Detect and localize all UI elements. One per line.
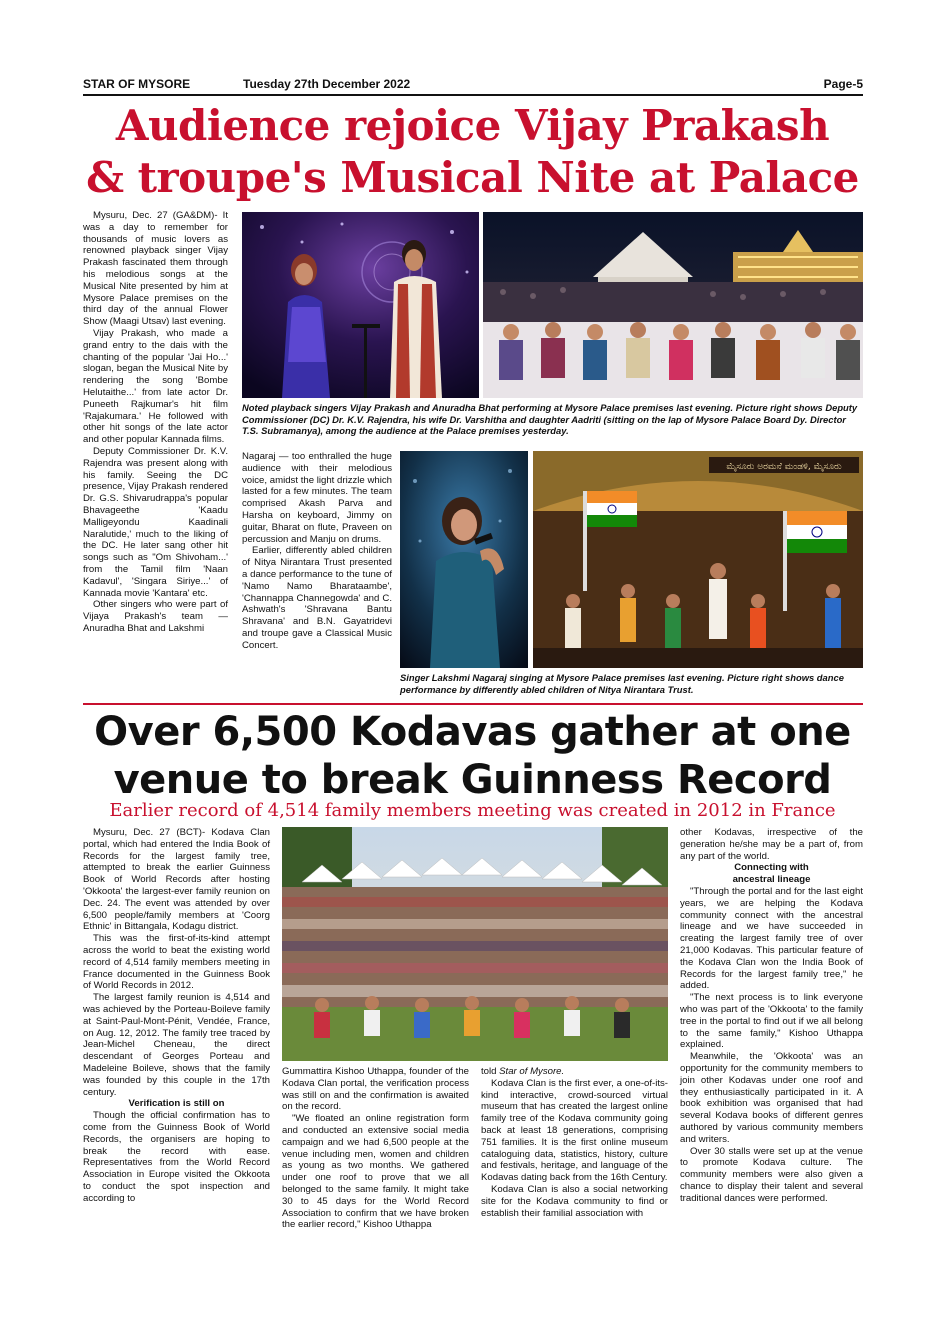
paragraph: Vijay Prakash, who made a grand entry to the dais with the chanting of the popular 'Jai Ho...' slogan, began the Musical Nite by rendering the song 'Bombe Helutaithe...' from late actor Dr. Puneeth Rajkumar's hit film 'Rajakumara.' He followed with other hit songs of the late actor and other popular Kannada films. <box>83 327 228 446</box>
page-number: Page-5 <box>823 77 863 91</box>
paragraph: Over 30 stalls were set up at the venue to promote Kodava culture. The community members were also given a chance to display their talent and several traditional dances were performed. <box>680 1145 863 1204</box>
story2-subheadline: Earlier record of 4,514 family members meeting was created in 2012 in France <box>109 800 836 821</box>
story2-headline <box>60 708 885 804</box>
paragraph: This was the first-of-its-kind attempt across the world to beat the existing world record of 4,514 family members meeting in France documented in the Guinness Book of World Records in 2012. <box>83 933 270 992</box>
photo-lakshmi-nagaraj-image <box>400 451 528 668</box>
photo-kodava-crowd-image <box>282 827 668 1061</box>
story2-headline-line2: venue to break Guinness Record <box>113 757 832 803</box>
told-text: told <box>481 1066 497 1077</box>
story1-headline <box>60 100 885 204</box>
photo-lakshmi-nagaraj <box>400 451 528 668</box>
photo-caption-2: Singer Lakshmi Nagaraj singing at Mysore Palace premises last evening. Picture right shows dance performance by differently abled children of Nitya Nirantara Trust. <box>400 672 844 695</box>
issue-date: Tuesday 27th December 2022 <box>243 77 411 91</box>
photo-singers-stage <box>242 212 479 398</box>
crosshead-connecting: Connecting with <box>734 862 809 874</box>
paragraph: other Kodavas, irrespective of the generation he/she may be a part of, from any part of the world. <box>680 827 863 862</box>
masthead-rule <box>83 94 863 96</box>
masthead <box>83 77 863 93</box>
paragraph: "The next process is to link everyone who was part of the 'Okkoota' to the family tree in the portal to find out if we all belong to the same family," Kishoo Uthappa explained. <box>680 992 863 1051</box>
paragraph: Gummattira Kishoo Uthappa, founder of the Kodava Clan portal, the verification process was still on and the confirmation is awaited on the record. <box>282 1066 469 1113</box>
story1-column-2 <box>242 451 392 652</box>
crosshead-verification: Verification is still on <box>128 1098 225 1110</box>
story2-column-1 <box>83 827 270 1205</box>
photo-caption-1: Noted playback singers Vijay Prakash and Anuradha Bhat performing at Mysore Palace premises last evening. Picture right shows Deputy Commissioner (DC) Dr. K.V. Rajendra, his wife Dr. Varshitha and daughter Aadriti (sitting on the lap of Mysore Palace Board Dy. Director T.S. Subramanya), among the audience at the Palace premises yesterday. <box>242 402 858 436</box>
paragraph: Deputy Commissioner Dr. K.V. Rajendra was present along with his family. Seeing the DC presence, Vijay Prakash rendered Dr. G.S. Shivarudrappa's popular Bhavageethe 'Kaadu Malligeyondu Kaadinali Naralutide,' much to the liking of the DC. He later sang other hit songs such as "Om Shivoham...' from the Tamil film 'Naan Kadavul', 'Singara Siriye...' of Kannada movie 'Kantara' etc. <box>83 445 228 599</box>
paper-name: STAR OF MYSORE <box>83 77 191 91</box>
paragraph: Other singers who were part of Vijaya Prakash's team — Anuradha Bhat and Lakshmi <box>83 599 228 634</box>
paragraph: Meanwhile, the 'Okkoota' was an opportunity for the community members to join other Kodavas under one roof and they enthusiastically participated in it. A book exhibition was organised that had several Kodava books of different genres authored by various community members and writers. <box>680 1051 863 1145</box>
photo-singers-stage-image <box>242 212 479 398</box>
photo-palace-audience <box>483 212 863 398</box>
paragraph: Nagaraj — too enthralled the huge audience with their melodious voice, amidst the light drizzle which lasted for a few minutes. The team comprised Akash Parva and Harsha on keyboard, Jimmy on guitar, Bharat on flute, Praveen on percussion and Manju on drums. <box>242 451 392 545</box>
section-divider <box>83 703 863 705</box>
photo-dance-performance-image <box>533 451 863 668</box>
paper-name-italic: Star of Mysore. <box>499 1066 565 1077</box>
paragraph: "Through the portal and for the last eight years, we are helping the Kodava community connect with the ancestral lineage and we have succeeded in creating the largest family tree of over 21,000 Kodavas. This particular feature of the Kodava Clan won the India Book of Records for the largest family tree," he added. <box>680 885 863 992</box>
photo-kodava-crowd <box>282 827 668 1061</box>
paragraph: Earlier, differently abled children of Nitya Nirantara Trust presented a dance performance to the tune of 'Namo Namo Bharataambe', 'Channappa Channegowda' and C. Ashwath's 'Shravana Bantu Shravana' and B.N. Gayatridevi and troupe gave a Classical Music Concert. <box>242 545 392 651</box>
paragraph: Though the official confirmation has to come from the Guinness Book of World Records, the organisers are hoping to break the record with ease. Representatives from the World Record Association in Europe visited the Okkoota to conduct the spot inspection and according to <box>83 1110 270 1204</box>
story2-column-3 <box>481 1066 668 1219</box>
paragraph <box>481 1066 668 1078</box>
paragraph: Mysuru, Dec. 27 (GA&DM)- It was a day to remember for thousands of music lovers as renowned playback singer Vijay Prakash fascinated them through his melodious songs at the Musical Nite presented by him at Mysore Palace premises on the third day of the annual Flower Show (Maagi Utsav) last evening. <box>83 210 228 328</box>
paragraph: Kodava Clan is the first ever, a one-of-its-kind interactive, crowd-sourced virtual museum that has created the largest online family tree of the Kodava community going back at least 18 generations, comprising 751 families. It is the first online museum cataloguing data, statistics, history, culture and festivals, heritage, and language of the Kodavas dating back from the 16th Century. <box>481 1077 668 1184</box>
photo-dance-performance <box>533 451 863 668</box>
paragraph: "We floated an online registration form and conducted an extensive social media campaign and we had 6,500 people at the venue including men, women and children as young as two months. We gathered under one roof to prove that we all belonged to the same family. It might take 30 to 45 days for the World Record Association to confirm that we have broken the earlier record," Kishoo Uthappa <box>282 1113 469 1231</box>
story2-column-2 <box>282 1066 469 1231</box>
paragraph: Kodava Clan is also a social networking site for the Kodava community to find or establish their familial association with <box>481 1183 668 1219</box>
story1-column-1 <box>83 210 228 635</box>
stage-banner-text: ಮೈಸೂರು ಅರಮನೆ ಮಂಡಳಿ, ಮೈಸೂರು <box>726 462 842 472</box>
photo-palace-audience-image <box>483 212 863 398</box>
story2-column-4 <box>680 827 863 1205</box>
story1-headline-line1: Audience rejoice Vijay Prakash <box>115 101 830 150</box>
crosshead-lineage: ancestral lineage <box>732 874 811 886</box>
story1-headline-line2: & troupe's Musical Nite at Palace <box>86 153 859 202</box>
paragraph: The largest family reunion is 4,514 and was achieved by the Porteau-Boileve family at Saint-Paul-Mont-Pénit, Vendée, France, on Aug. 12, 2012. The family tree traced by Jean-Michel Cheneau, the direct descendant of Georges Porteau and Madeleine Boileve, shows that the family was founded by this couple in the 17th century. <box>83 992 270 1098</box>
paragraph: Mysuru, Dec. 27 (BCT)- Kodava Clan portal, which had entered the India Book of Records for the largest family tree, attempted to break the earlier Guinness Book of World Records after hosting 'Okkoota' the largest-ever family reunion on Dec. 24. The event was attended by over 6,500 people/family members at 'Coorg Ethnic' in Bittangala, Kodagu district. <box>83 827 270 933</box>
story2-headline-line1: Over 6,500 Kodavas gather at one <box>94 709 851 755</box>
